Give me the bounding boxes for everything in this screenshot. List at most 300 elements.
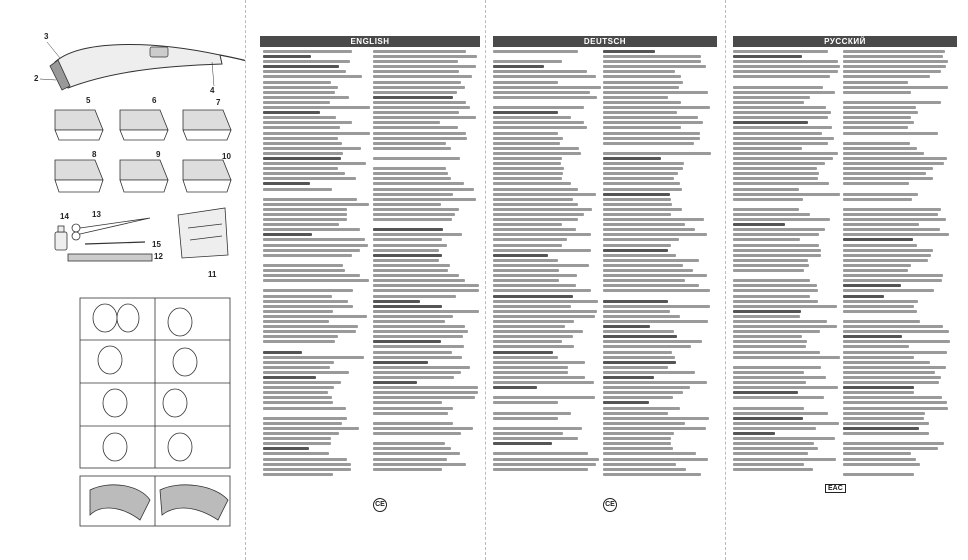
text-line xyxy=(373,473,481,476)
text-line xyxy=(843,295,884,298)
text-line xyxy=(733,295,810,298)
text-line xyxy=(493,381,594,384)
text-line xyxy=(373,284,479,287)
text-line xyxy=(263,55,311,58)
text-line xyxy=(603,86,679,89)
text-line xyxy=(263,132,370,135)
text-line xyxy=(733,177,818,180)
text-line xyxy=(843,213,938,216)
russian-page xyxy=(725,0,968,560)
text-line xyxy=(373,152,481,155)
instruction-figures xyxy=(80,298,230,468)
text-line xyxy=(603,345,691,348)
text-line xyxy=(603,376,654,379)
text-line xyxy=(733,376,826,379)
text-line xyxy=(493,193,596,196)
text-line xyxy=(493,447,601,450)
text-line xyxy=(733,371,804,374)
text-line xyxy=(493,340,562,343)
text-line xyxy=(843,458,916,461)
text-line xyxy=(843,269,908,272)
text-line xyxy=(493,289,591,292)
text-line xyxy=(603,274,707,277)
text-line xyxy=(843,386,914,389)
illustration-page xyxy=(0,0,245,560)
text-line xyxy=(603,407,680,410)
text-line xyxy=(603,279,685,282)
text-line xyxy=(733,162,825,165)
text-line xyxy=(843,330,949,333)
text-line xyxy=(263,203,369,206)
text-line xyxy=(843,335,902,338)
text-line xyxy=(843,320,920,323)
text-line xyxy=(603,167,683,170)
text-line xyxy=(493,81,558,84)
text-line xyxy=(603,213,671,216)
text-line xyxy=(373,417,481,420)
text-line xyxy=(373,315,453,318)
text-line xyxy=(493,244,562,247)
russian-header: РУССКИЙ xyxy=(733,36,957,47)
text-line xyxy=(603,96,668,99)
text-line xyxy=(733,315,800,318)
text-column xyxy=(843,50,951,544)
text-line xyxy=(373,381,417,384)
text-line xyxy=(733,442,814,445)
ce-mark: CE xyxy=(373,498,387,512)
text-line xyxy=(733,244,819,247)
text-line xyxy=(263,284,371,287)
text-line xyxy=(843,223,919,226)
text-line xyxy=(493,295,573,298)
text-line xyxy=(493,228,576,231)
text-line xyxy=(263,208,347,211)
text-line xyxy=(843,412,925,415)
text-line xyxy=(373,121,440,124)
text-line xyxy=(373,91,457,94)
text-line xyxy=(263,65,339,68)
text-line xyxy=(373,305,442,308)
text-line xyxy=(603,366,668,369)
text-line xyxy=(843,325,943,328)
text-line xyxy=(603,371,695,374)
text-line xyxy=(603,132,700,135)
text-line xyxy=(603,417,709,420)
comb-attachments xyxy=(55,110,231,192)
text-line xyxy=(843,391,914,394)
text-line xyxy=(603,289,710,292)
text-line xyxy=(733,432,775,435)
text-line xyxy=(263,259,371,262)
text-line xyxy=(733,437,835,440)
text-line xyxy=(733,116,828,119)
text-line xyxy=(733,274,841,277)
text-line xyxy=(603,111,677,114)
text-line xyxy=(733,172,819,175)
text-line xyxy=(603,320,708,323)
text-line xyxy=(373,142,446,145)
text-line xyxy=(373,147,451,150)
text-line xyxy=(733,269,804,272)
text-line xyxy=(373,458,447,461)
text-line xyxy=(493,167,564,170)
text-line xyxy=(603,463,676,466)
text-line xyxy=(493,376,585,379)
text-line xyxy=(493,70,587,73)
text-line xyxy=(263,198,357,201)
text-line xyxy=(603,152,711,155)
text-line xyxy=(263,447,309,450)
text-line xyxy=(263,152,343,155)
text-line xyxy=(843,81,908,84)
text-line xyxy=(843,96,951,99)
text-line xyxy=(733,121,808,124)
text-line xyxy=(263,407,346,410)
text-line xyxy=(263,116,336,119)
text-line xyxy=(263,371,349,374)
text-line xyxy=(263,269,345,272)
text-line xyxy=(843,463,920,466)
text-line xyxy=(733,325,837,328)
text-line xyxy=(263,412,371,415)
text-line xyxy=(373,340,441,343)
text-line xyxy=(603,422,685,425)
text-line xyxy=(373,371,461,374)
text-line xyxy=(263,386,334,389)
text-line xyxy=(843,60,948,63)
label-6: 6 xyxy=(152,96,157,105)
text-line xyxy=(263,244,368,247)
text-line xyxy=(843,75,930,78)
text-line xyxy=(843,396,942,399)
text-line xyxy=(373,269,448,272)
text-line xyxy=(493,126,587,129)
text-line xyxy=(373,300,420,303)
text-line xyxy=(373,274,459,277)
text-line xyxy=(603,381,707,384)
text-line xyxy=(733,361,841,364)
text-line xyxy=(493,269,559,272)
text-line xyxy=(263,96,349,99)
text-line xyxy=(263,126,340,129)
text-line xyxy=(263,193,371,196)
text-line xyxy=(373,401,442,404)
text-line xyxy=(373,396,475,399)
text-line xyxy=(733,417,803,420)
text-line xyxy=(843,422,929,425)
text-line xyxy=(843,126,908,129)
text-line xyxy=(493,188,578,191)
text-line xyxy=(493,417,558,420)
text-line xyxy=(373,55,477,58)
text-line xyxy=(843,437,951,440)
hand-figures xyxy=(80,476,230,526)
text-line xyxy=(263,274,360,277)
text-line xyxy=(493,371,568,374)
text-line xyxy=(373,96,453,99)
label-12: 12 xyxy=(154,252,163,261)
text-line xyxy=(493,147,579,150)
text-line xyxy=(493,468,588,471)
label-2: 2 xyxy=(34,74,39,83)
text-line xyxy=(603,300,668,303)
text-line xyxy=(493,254,548,257)
text-line xyxy=(733,60,838,63)
label-7: 7 xyxy=(216,98,221,107)
label-15: 15 xyxy=(152,240,161,249)
text-line xyxy=(843,137,951,140)
text-line xyxy=(493,330,583,333)
text-line xyxy=(373,289,479,292)
text-line xyxy=(843,401,947,404)
text-line xyxy=(493,473,601,476)
text-line xyxy=(843,162,944,165)
text-line xyxy=(733,458,836,461)
text-line xyxy=(263,81,331,84)
text-line xyxy=(603,254,676,257)
text-line xyxy=(373,356,462,359)
text-line xyxy=(493,300,598,303)
text-line xyxy=(373,116,476,119)
text-line xyxy=(603,335,677,338)
text-line xyxy=(603,106,710,109)
text-line xyxy=(843,249,933,252)
text-line xyxy=(603,238,679,241)
text-line xyxy=(263,213,347,216)
text-line xyxy=(603,295,711,298)
text-line xyxy=(263,356,364,359)
text-line xyxy=(733,259,808,262)
text-line xyxy=(843,198,912,201)
text-line xyxy=(493,325,565,328)
label-4: 4 xyxy=(210,86,215,95)
text-line xyxy=(373,50,466,53)
text-line xyxy=(263,401,333,404)
text-line xyxy=(373,376,454,379)
text-line xyxy=(493,259,558,262)
text-line xyxy=(373,223,481,226)
text-line xyxy=(733,75,830,78)
text-line xyxy=(493,91,590,94)
text-line xyxy=(263,111,320,114)
text-line xyxy=(603,249,668,252)
text-line xyxy=(263,70,346,73)
text-line xyxy=(493,351,553,354)
text-line xyxy=(733,340,807,343)
text-line xyxy=(733,345,806,348)
text-line xyxy=(373,407,453,410)
text-line xyxy=(373,361,428,364)
text-line xyxy=(843,203,951,206)
text-line xyxy=(263,172,345,175)
text-line xyxy=(843,407,948,410)
text-line xyxy=(373,86,465,89)
text-line xyxy=(373,437,481,440)
text-line xyxy=(603,116,698,119)
text-line xyxy=(373,325,465,328)
text-line xyxy=(373,254,442,257)
text-line xyxy=(603,259,699,262)
text-column xyxy=(603,50,711,544)
text-line xyxy=(843,305,914,308)
text-column xyxy=(733,50,841,544)
text-column xyxy=(373,50,481,544)
text-line xyxy=(603,361,676,364)
text-line xyxy=(373,351,452,354)
text-line xyxy=(373,432,461,435)
text-line xyxy=(603,401,649,404)
text-line xyxy=(263,295,332,298)
text-line xyxy=(493,458,599,461)
text-line xyxy=(373,345,464,348)
text-line xyxy=(733,447,818,450)
text-line xyxy=(373,310,479,313)
text-line xyxy=(603,75,681,78)
text-line xyxy=(603,70,675,73)
text-line xyxy=(843,473,914,476)
text-line xyxy=(843,427,919,430)
text-line xyxy=(263,340,335,343)
text-line xyxy=(843,345,909,348)
text-line xyxy=(733,330,820,333)
text-line xyxy=(373,126,458,129)
text-line xyxy=(603,315,680,318)
text-line xyxy=(493,172,563,175)
text-line xyxy=(603,310,670,313)
text-line xyxy=(843,274,943,277)
text-line xyxy=(603,264,683,267)
text-line xyxy=(843,376,941,379)
text-line xyxy=(733,289,818,292)
text-line xyxy=(373,177,451,180)
text-line xyxy=(493,132,558,135)
text-line xyxy=(263,427,359,430)
text-line xyxy=(843,233,949,236)
text-line xyxy=(493,208,592,211)
text-line xyxy=(733,422,839,425)
text-line xyxy=(843,289,934,292)
text-line xyxy=(263,238,365,241)
text-line xyxy=(603,55,701,58)
text-line xyxy=(263,366,330,369)
text-line xyxy=(373,244,447,247)
text-line xyxy=(733,401,841,404)
text-line xyxy=(733,284,817,287)
text-line xyxy=(373,167,446,170)
text-line xyxy=(603,60,701,63)
text-line xyxy=(493,65,544,68)
text-line xyxy=(263,289,353,292)
text-line xyxy=(603,442,671,445)
text-line xyxy=(603,284,699,287)
text-line xyxy=(493,50,578,53)
text-line xyxy=(843,65,946,68)
text-line xyxy=(373,422,453,425)
text-line xyxy=(843,55,943,58)
text-line xyxy=(733,468,813,471)
text-line xyxy=(733,463,804,466)
text-line xyxy=(733,208,799,211)
text-line xyxy=(263,452,329,455)
text-line xyxy=(603,427,706,430)
text-line xyxy=(263,264,343,267)
text-line xyxy=(493,396,595,399)
text-line xyxy=(493,345,574,348)
text-line xyxy=(263,91,335,94)
text-line xyxy=(373,106,470,109)
label-10: 10 xyxy=(222,152,231,161)
text-line xyxy=(263,432,339,435)
text-line xyxy=(603,172,678,175)
text-line xyxy=(603,356,675,359)
text-line xyxy=(843,340,950,343)
text-line xyxy=(733,106,826,109)
text-line xyxy=(263,320,329,323)
text-line xyxy=(843,116,911,119)
text-line xyxy=(733,386,838,389)
text-line xyxy=(263,249,360,252)
text-line xyxy=(263,142,342,145)
text-line xyxy=(263,233,312,236)
text-line xyxy=(603,305,710,308)
text-line xyxy=(263,422,342,425)
ce-mark: CE xyxy=(603,498,617,512)
text-line xyxy=(493,106,584,109)
text-line xyxy=(263,463,351,466)
text-line xyxy=(603,162,684,165)
text-line xyxy=(603,50,655,53)
text-line xyxy=(843,371,935,374)
text-line xyxy=(373,463,466,466)
text-line xyxy=(733,167,817,170)
text-line xyxy=(603,203,672,206)
text-line xyxy=(493,432,563,435)
text-line xyxy=(733,473,841,476)
text-line xyxy=(733,356,840,359)
text-line xyxy=(263,157,341,160)
text-line xyxy=(493,422,601,425)
text-line xyxy=(733,193,840,196)
text-line xyxy=(603,228,695,231)
text-line xyxy=(493,407,601,410)
text-line xyxy=(843,356,914,359)
text-line xyxy=(373,447,451,450)
text-line xyxy=(373,468,442,471)
text-line xyxy=(493,177,562,180)
text-line xyxy=(733,233,819,236)
text-line xyxy=(263,391,328,394)
text-line xyxy=(603,65,706,68)
text-line xyxy=(263,325,358,328)
text-line xyxy=(733,55,802,58)
text-line xyxy=(603,351,672,354)
text-line xyxy=(733,254,821,257)
text-line xyxy=(603,473,701,476)
english-page xyxy=(245,0,485,560)
text-line xyxy=(263,60,350,63)
hair-clipper-illustration xyxy=(40,42,245,90)
text-line xyxy=(733,213,810,216)
text-line xyxy=(843,300,918,303)
text-line xyxy=(493,198,573,201)
text-line xyxy=(493,203,578,206)
text-line xyxy=(373,132,466,135)
text-line xyxy=(263,458,347,461)
text-line xyxy=(733,391,798,394)
text-line xyxy=(493,218,578,221)
text-line xyxy=(373,233,462,236)
text-line xyxy=(733,91,835,94)
